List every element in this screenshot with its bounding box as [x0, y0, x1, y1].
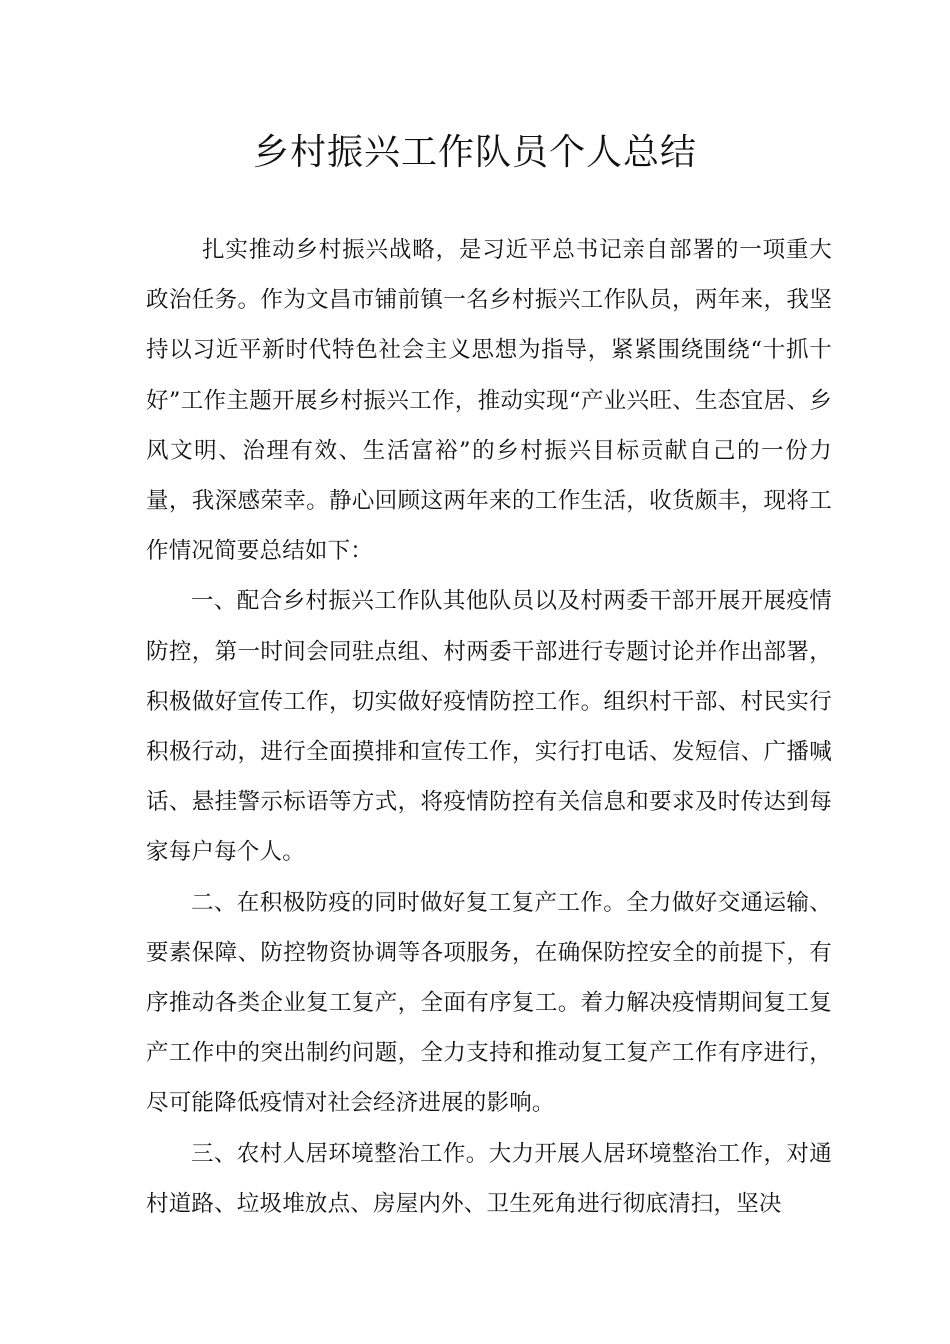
paragraph-resume-production: 二、在积极防疫的同时做好复工复产工作。全力做好交通运输、要素保障、防控物资协调等各项服务，在确保防控安全的前提下，有序推动各类企业复工复产，全面有序复工。着力解决疫情期间复工复产工作中的突出制约问题，全力支持和推动复工复产工作有序进行，尽可能降低疫情对社会经济进展的影响。 [146, 889, 832, 1117]
document-title: 乡村振兴工作队员个人总结 [252, 132, 697, 173]
paragraph-living-environment: 三、农村人居环境整治工作。大力开展人居环境整治工作，对通村道路、垃圾堆放点、房屋内外、卫生死角进行彻底清扫，坚决 [146, 1140, 832, 1217]
document-body [146, 225, 832, 1229]
paragraph-epidemic-prevention: 一、配合乡村振兴工作队其他队员以及村两委干部开展开展疫情防控，第一时间会同驻点组、村两委干部进行专题讨论并作出部署，积极做好宣传工作，切实做好疫情防控工作。组织村干部、村民实行积极行动，进行全面摸排和宣传工作，实行打电话、发短信、广播喊话、悬挂警示标语等方式，将疫情防控有关信息和要求及时传达到每家每户每个人。 [146, 588, 832, 866]
paragraph-intro: 扎实推动乡村振兴战略，是习近平总书记亲自部署的一项重大政治任务。作为文昌市铺前镇一名乡村振兴工作队员，两年来，我坚持以习近平新时代特色社会主义思想为指导，紧紧围绕围绕“十抓十好”工作主题开展乡村振兴工作，推动实现“产业兴旺、生态宜居、乡风文明、治理有效、生活富裕”的乡村振兴目标贡献自己的一份力量，我深感荣幸。静心回顾这两年来的工作生活，收货颇丰，现将工作情况简要总结如下： [146, 237, 832, 565]
